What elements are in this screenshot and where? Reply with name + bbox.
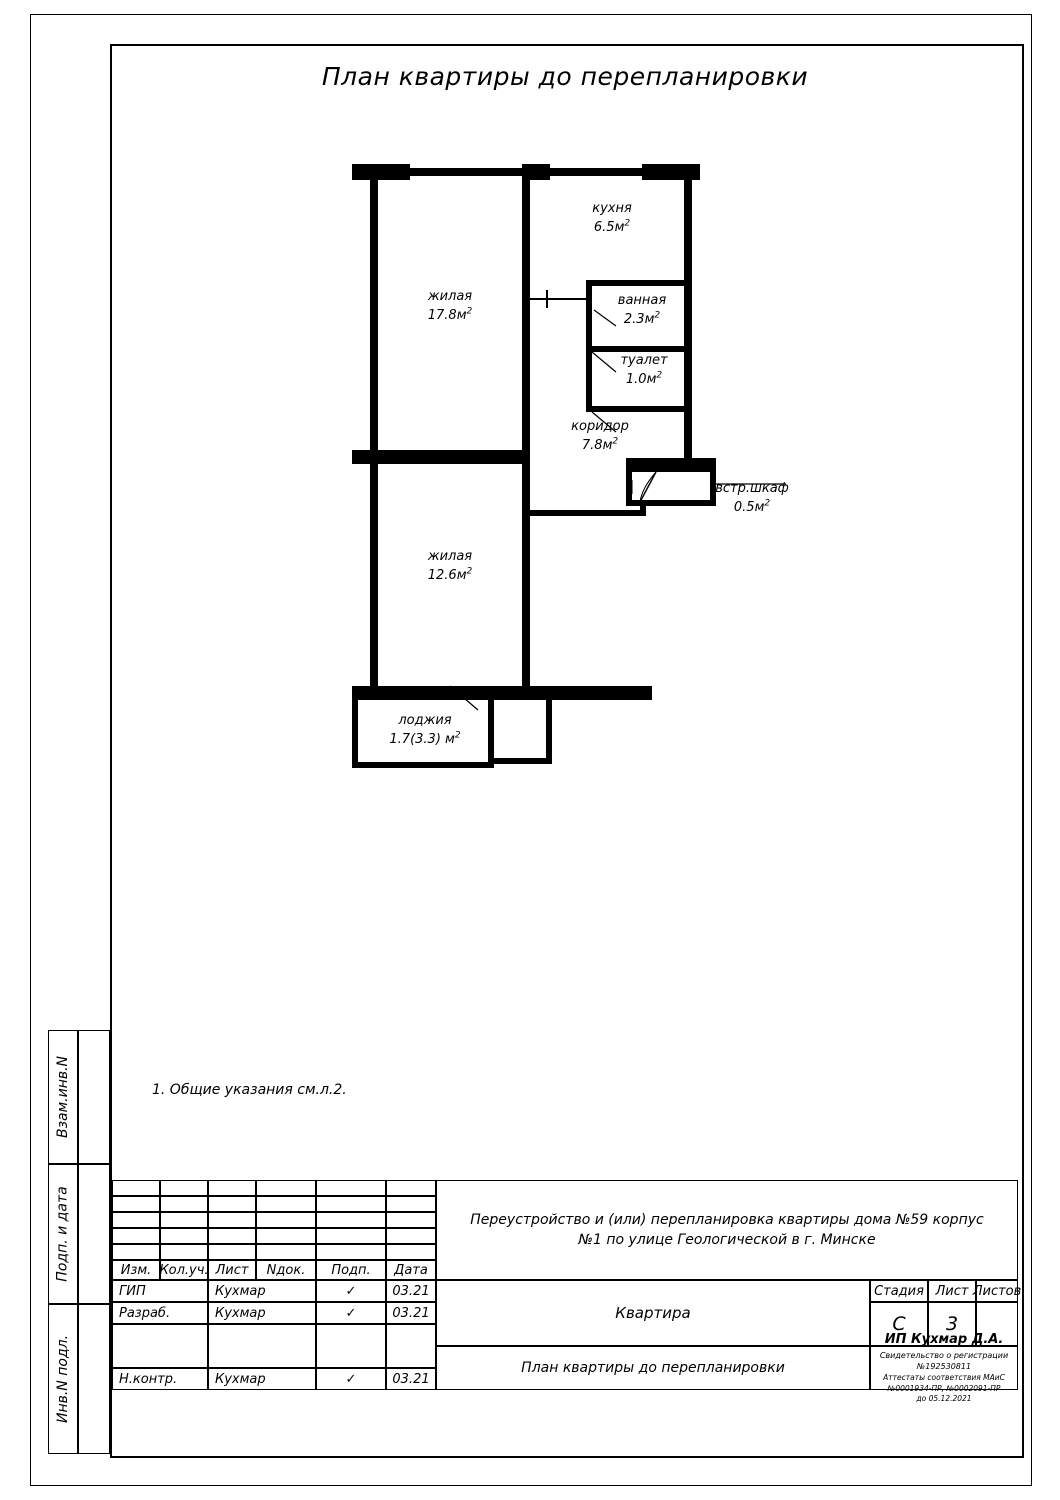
role-gip-label: ГИП [112, 1280, 208, 1302]
rev-cell [112, 1228, 160, 1244]
role-nkontr-label: Н.контр. [112, 1368, 208, 1390]
rev-cell [160, 1228, 208, 1244]
room-label-wc: туалет $1.0м^2$ [620, 353, 668, 387]
side-label-podp [48, 1164, 78, 1304]
side-label-vzam [48, 1030, 78, 1164]
col-header-podp: Подп. [316, 1260, 386, 1280]
rev-cell [112, 1196, 160, 1212]
rev-cell [256, 1212, 316, 1228]
side-label-inv [48, 1304, 78, 1454]
general-note: 1. Общие указания см.л.2. [152, 1082, 347, 1098]
rev-cell [256, 1244, 316, 1260]
company-name: ИП Кухмар Д.А. [884, 1331, 1004, 1347]
role-nkontr-date: 03.21 [386, 1368, 436, 1390]
rev-cell [112, 1244, 160, 1260]
side-box-vzam [78, 1030, 110, 1164]
side-box-inv [78, 1304, 110, 1454]
side-label-vzam-text: Взам.инв.N [55, 1055, 72, 1139]
col-header-ndok: Nдок. [256, 1260, 316, 1280]
col-header-list: Лист [208, 1260, 256, 1280]
room-label-loggia: лоджия 1.7(3.3) $м^2$ [389, 713, 461, 747]
project-description: Переустройство и (или) перепланировка квартиры дома №59 корпус №1 по улице Геологической в г. Минске [436, 1180, 1018, 1280]
company-valid-until: до 05.12.2021 [916, 1394, 972, 1404]
list-value: 3 [928, 1302, 976, 1346]
rev-cell [256, 1228, 316, 1244]
company-stamp [870, 1331, 1018, 1404]
floor-plan [340, 150, 810, 790]
list-header: Лист [928, 1280, 976, 1302]
rev-cell [112, 1180, 160, 1196]
rev-cell [316, 1196, 386, 1212]
rev-cell [386, 1196, 436, 1212]
lists-header: Листов [976, 1280, 1018, 1302]
rev-cell [386, 1244, 436, 1260]
role-gip-name: Кухмар [208, 1280, 316, 1302]
rev-cell [160, 1180, 208, 1196]
room-label-living-1: жилая $17.8м^2$ [427, 289, 473, 323]
rev-cell [160, 1244, 208, 1260]
role-blank-date [386, 1324, 436, 1368]
rev-cell [208, 1196, 256, 1212]
side-label-podp-text: Подп. и дата [55, 1186, 71, 1282]
sheet-title: План квартиры до перепланировки [436, 1346, 870, 1390]
col-header-data: Дата [386, 1260, 436, 1280]
room-label-closet: встр.шкаф $0.5м^2$ [715, 481, 789, 515]
role-blank-label [112, 1324, 208, 1368]
rev-cell [208, 1212, 256, 1228]
rev-cell [112, 1212, 160, 1228]
rev-cell [316, 1212, 386, 1228]
room-label-bathroom: ванная $2.3м^2$ [617, 293, 667, 327]
role-razrab-label: Разраб. [112, 1302, 208, 1324]
rev-cell [160, 1196, 208, 1212]
rev-cell [160, 1212, 208, 1228]
door-swings [340, 150, 810, 790]
role-razrab-name: Кухмар [208, 1302, 316, 1324]
role-nkontr-name: Кухмар [208, 1368, 316, 1390]
object-name: Квартира [436, 1280, 870, 1346]
rev-cell [386, 1212, 436, 1228]
side-label-inv-text: Инв.N подл. [55, 1334, 72, 1424]
stage-value: С [870, 1302, 928, 1346]
role-nkontr-signature: ✓ [316, 1368, 386, 1390]
room-label-kitchen: кухня $6.5м^2$ [592, 201, 632, 235]
rev-cell [208, 1180, 256, 1196]
rev-cell [256, 1180, 316, 1196]
rev-cell [316, 1244, 386, 1260]
rev-cell [256, 1196, 316, 1212]
company-certificates: Аттестаты соответствия МАиС №0001934-ПР, №0002091-ПР [883, 1372, 1005, 1393]
stage-header: Стадия [870, 1280, 928, 1302]
role-blank-signature [316, 1324, 386, 1368]
col-header-izm: Изм. [112, 1260, 160, 1280]
col-header-kol: Кол.уч. [160, 1260, 208, 1280]
role-razrab-signature: ✓ [316, 1302, 386, 1324]
rev-cell [386, 1228, 436, 1244]
role-razrab-date: 03.21 [386, 1302, 436, 1324]
rev-cell [316, 1228, 386, 1244]
side-box-podp [78, 1164, 110, 1304]
room-label-living-2: жилая $12.6м^2$ [427, 549, 473, 583]
role-gip-date: 03.21 [386, 1280, 436, 1302]
title-block [112, 1180, 1022, 1454]
company-registration: Свидетельство о регистрации №192530811 [879, 1350, 1009, 1372]
rev-cell [208, 1244, 256, 1260]
page-title: План квартиры до перепланировки [321, 62, 809, 91]
role-blank-name [208, 1324, 316, 1368]
rev-cell [208, 1228, 256, 1244]
room-label-corridor: коридор $7.8м^2$ [571, 419, 629, 453]
role-gip-signature: ✓ [316, 1280, 386, 1302]
rev-cell [316, 1180, 386, 1196]
rev-cell [386, 1180, 436, 1196]
